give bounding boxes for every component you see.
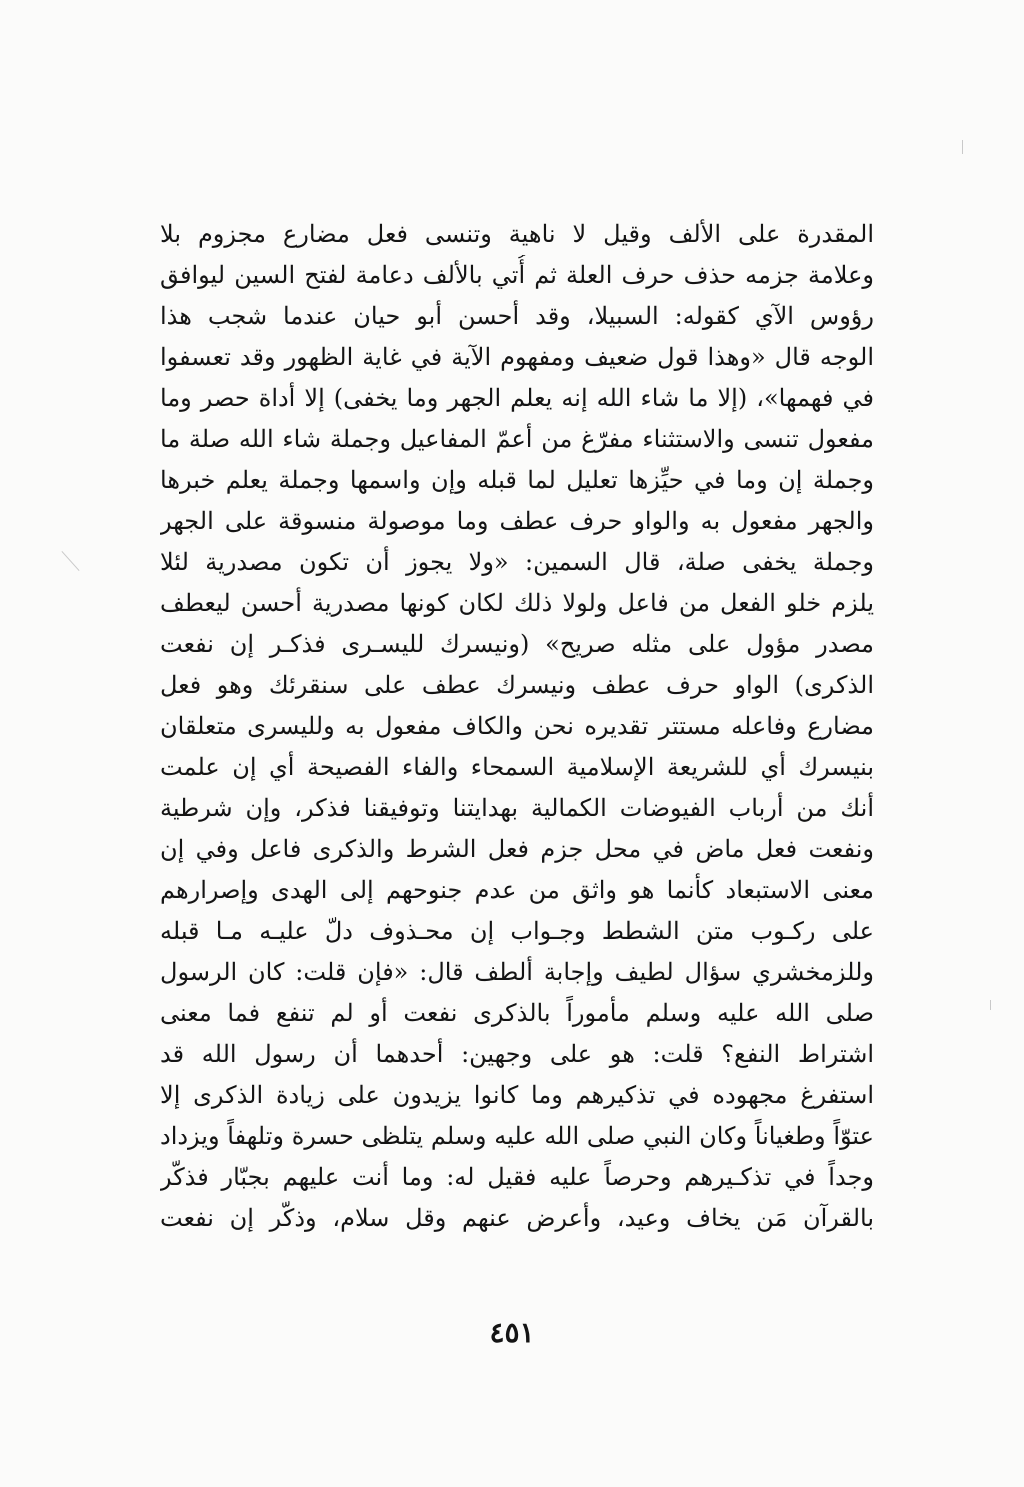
- text-line: رؤوس الآي كقوله: السبيلا، وقد أحسن أبو حيان عندما شجب هذا: [160, 302, 874, 330]
- text-line: صلى الله عليه وسلم مأموراً بالذكرى نفعت أو لم تنفع فما معنى: [160, 999, 874, 1027]
- page-number: ٤٥١: [489, 1316, 535, 1349]
- scan-artifact-mark: [990, 1000, 991, 1010]
- text-line: الوجه قال «وهذا قول ضعيف ومفهوم الآية في غاية الظهور وقد تعسفوا: [160, 343, 874, 371]
- body-text: [160, 214, 874, 1239]
- text-line: وللزمخشري سؤال لطيف وإجابة ألطف قال: «فإن قلت: كان الرسول: [160, 958, 874, 986]
- text-line: على ركـوب متن الشطط وجـواب إن محـذوف دلّ عليـه مـا قبله: [160, 917, 874, 945]
- text-line: ونفعت فعل ماض في محل جزم فعل الشرط والذكرى فاعل وفي إن: [160, 835, 874, 863]
- text-line: عتوّاً وطغياناً وكان النبي صلى الله عليه وسلم يتلظى حسرة وتلهفاً ويزداد: [160, 1122, 874, 1150]
- text-line: مفعول تنسى والاستثناء مفرّغ من أعمّ المفاعيل وجملة شاء الله صلة ما: [160, 425, 874, 453]
- text-line: استفرغ مجهوده في تذكيرهم وما كانوا يزيدون على زيادة الذكرى إلا: [160, 1081, 874, 1109]
- scan-artifact-mark: [962, 140, 963, 154]
- text-line: مضارع وفاعله مستتر تقديره نحن والكاف مفعول به ولليسرى متعلقان: [160, 712, 874, 740]
- text-line: وجملة يخفى صلة، قال السمين: «ولا يجوز أن تكون مصدرية لئلا: [160, 548, 874, 576]
- text-line: في فهمها»، (إلا ما شاء الله إنه يعلم الجهر وما يخفى) إلا أداة حصر وما: [160, 384, 874, 412]
- text-line: اشتراط النفع؟ قلت: هو على وجهين: أحدهما أن رسول الله قد: [160, 1040, 874, 1068]
- text-line: بالقرآن مَن يخاف وعيد، وأعرض عنهم وقل سلام، وذكّر إن نفعت: [160, 1204, 874, 1232]
- scan-artifact-mark: [61, 551, 79, 571]
- text-line: وجداً في تذكـيرهم وحرصاً عليه فقيل له: وما أنت عليهم بجبّار فذكّر: [160, 1163, 874, 1191]
- text-line: أنك من أرباب الفيوضات الكمالية بهدايتنا وتوفيقنا فذكر، وإن شرطية: [160, 794, 874, 822]
- text-line: وجملة إن وما في حيِّزها تعليل لما قبله وإن واسمها وجملة يعلم خبرها: [160, 466, 874, 494]
- text-line: الذكرى) الواو حرف عطف ونيسرك عطف على سنقرئك وهو فعل: [160, 671, 874, 699]
- text-line: المقدرة على الألف وقيل لا ناهية وتنسى فعل مضارع مجزوم بلا: [160, 220, 874, 248]
- text-line: مصدر مؤول على مثله صريح» (ونيسرك لليسـرى فذكـر إن نفعت: [160, 630, 874, 658]
- text-line: والجهر مفعول به والواو حرف عطف وما موصولة منسوقة على الجهر: [160, 507, 874, 535]
- text-line: وعلامة جزمه حذف حرف العلة ثم أُتي بالألف دعامة لفتح السين ليوافق: [160, 261, 874, 289]
- text-line: يلزم خلو الفعل من فاعل ولولا ذلك لكان كونها مصدرية أحسن ليعطف: [160, 589, 874, 617]
- text-line: معنى الاستبعاد كأنما هو واثق من عدم جنوحهم إلى الهدى وإصرارهم: [160, 876, 874, 904]
- text-line: بنيسرك أي للشريعة الإسلامية السمحاء والفاء الفصيحة أي إن علمت: [160, 753, 874, 781]
